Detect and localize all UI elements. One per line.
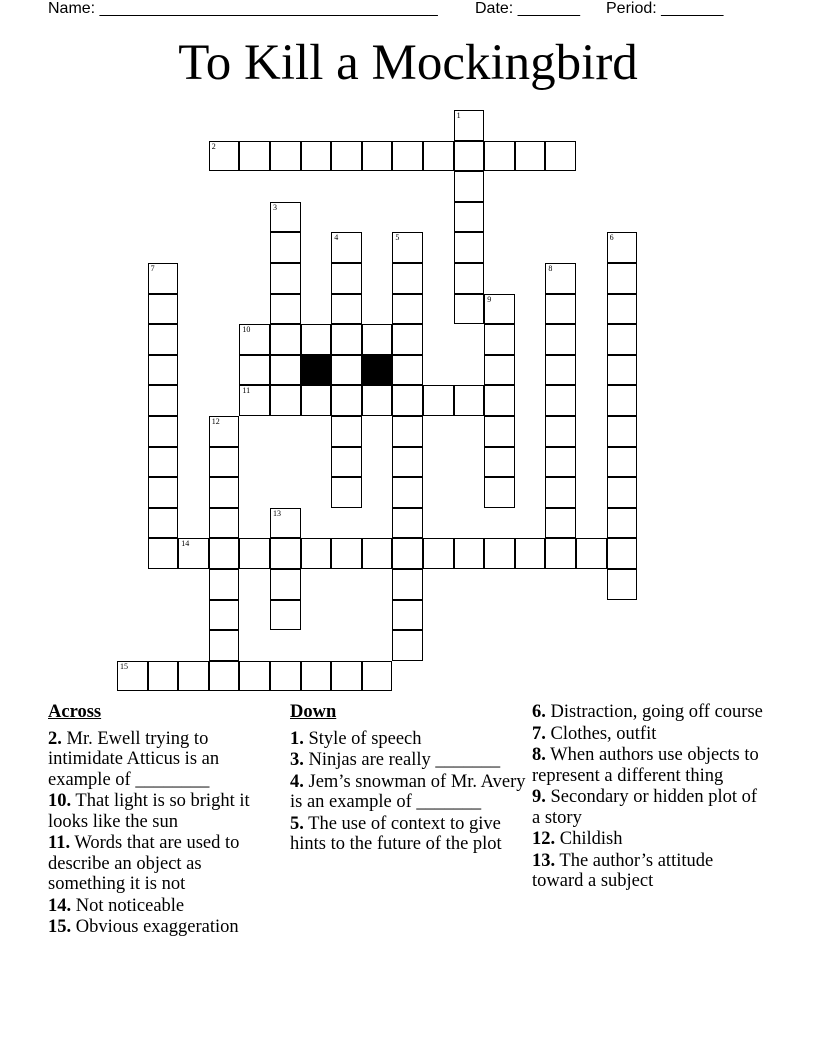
grid-cell[interactable]: [515, 538, 546, 569]
clue-number: 3: [273, 202, 277, 212]
page-title: To Kill a Mockingbird: [178, 35, 638, 91]
grid-cell[interactable]: [607, 416, 638, 447]
grid-cell[interactable]: [331, 355, 362, 386]
grid-cell[interactable]: [607, 355, 638, 386]
clue-number: 4: [334, 233, 339, 243]
clue-item-number: 7.: [532, 723, 546, 744]
clue-item-number: 9.: [532, 787, 546, 807]
grid-cell[interactable]: [484, 385, 515, 416]
grid-cell[interactable]: [362, 661, 393, 692]
grid-cell[interactable]: [270, 508, 301, 539]
grid-cell[interactable]: [148, 538, 179, 569]
clue-item-number: 4.: [290, 771, 304, 792]
clue-number: 11: [242, 386, 251, 396]
grid-cell[interactable]: [392, 477, 423, 508]
grid-cell[interactable]: [392, 630, 423, 661]
clue-item-text: Ninjas are really _______: [303, 750, 501, 770]
grid-cell[interactable]: [331, 661, 362, 692]
grid-cell[interactable]: [392, 416, 423, 447]
down-clues: [290, 702, 526, 856]
grid-cell[interactable]: [148, 508, 179, 539]
grid-cell[interactable]: [239, 324, 270, 355]
grid-cell[interactable]: [392, 324, 423, 355]
grid-cell[interactable]: [392, 385, 423, 416]
grid-cell[interactable]: [545, 324, 576, 355]
across-heading: Across: [48, 702, 102, 722]
grid-cell[interactable]: [270, 385, 301, 416]
grid-cell[interactable]: [331, 538, 362, 569]
grid-cell[interactable]: [148, 661, 179, 692]
clue-item: [48, 729, 273, 791]
clue-item: [290, 814, 526, 855]
grid-cell[interactable]: [331, 294, 362, 325]
clue-item: [290, 772, 526, 813]
clue-item-number: 11.: [48, 833, 71, 853]
grid-cell[interactable]: [454, 110, 485, 141]
grid-cell[interactable]: [454, 232, 485, 263]
grid-cell[interactable]: [362, 324, 393, 355]
clue-number: 1: [456, 111, 461, 120]
grid-cell[interactable]: [484, 141, 515, 172]
grid-cell[interactable]: [270, 141, 301, 172]
period-field[interactable]: Period: _______: [606, 0, 724, 17]
clue-item-number: 10.: [48, 791, 72, 811]
clue-item-number: 5.: [290, 813, 304, 834]
clue-item: [532, 702, 768, 723]
grid-cell[interactable]: [270, 232, 301, 263]
clue-item: [48, 896, 273, 917]
grid-cell[interactable]: [454, 171, 485, 202]
clue-item-number: 12.: [532, 829, 556, 849]
clue-item: [532, 829, 768, 850]
clue-item: [290, 750, 526, 771]
grid-cell[interactable]: [392, 569, 423, 600]
grid-cell[interactable]: [331, 477, 362, 508]
grid-cell[interactable]: [270, 294, 301, 325]
grid-cell[interactable]: [148, 324, 179, 355]
grid-cell[interactable]: [301, 538, 332, 569]
grid-cell[interactable]: [362, 538, 393, 569]
grid-cell[interactable]: [301, 324, 332, 355]
grid-cell[interactable]: [178, 661, 209, 692]
clue-item-text: Childish: [555, 829, 623, 849]
clue-number: 15: [120, 661, 128, 671]
clue-number: 8: [548, 264, 553, 273]
clue-number: 13: [273, 508, 281, 518]
clue-item-text: When authors use objects to represent a different thing: [532, 745, 759, 786]
grid-cell[interactable]: [607, 232, 638, 263]
grid-cell[interactable]: [545, 447, 576, 478]
grid-cell[interactable]: [362, 385, 393, 416]
grid-cell[interactable]: [209, 141, 240, 172]
grid-cell[interactable]: [545, 508, 576, 539]
grid-cell[interactable]: [454, 385, 485, 416]
clue-item: [532, 851, 768, 892]
clue-number: 5: [395, 233, 400, 243]
clue-item: [532, 745, 768, 786]
clue-item: [48, 833, 273, 895]
grid-cell[interactable]: [454, 263, 485, 294]
clue-item-text: Not noticeable: [71, 895, 185, 916]
grid-cell[interactable]: [148, 355, 179, 386]
grid-cell[interactable]: [209, 630, 240, 661]
grid-cell[interactable]: [301, 661, 332, 692]
clue-item-text: Words that are used to describe an object as something it is not: [48, 833, 240, 894]
grid-cell[interactable]: [362, 141, 393, 172]
grid-cell[interactable]: [607, 447, 638, 478]
grid-cell[interactable]: [117, 661, 148, 692]
grid-cell[interactable]: [270, 324, 301, 355]
clue-number: 10: [242, 325, 251, 335]
grid-cell[interactable]: [607, 385, 638, 416]
clue-item-number: 1.: [290, 728, 304, 749]
grid-cell[interactable]: [331, 416, 362, 447]
clue-number: 2: [211, 141, 216, 151]
grid-cell[interactable]: [148, 385, 179, 416]
grid-cell[interactable]: [331, 385, 362, 416]
grid-cell[interactable]: [484, 294, 515, 325]
grid-cell[interactable]: [545, 416, 576, 447]
clue-item: [532, 787, 768, 828]
grid-cell[interactable]: [545, 263, 576, 294]
clue-item-text: Mr. Ewell trying to intimidate Atticus is an example of ________: [48, 728, 220, 790]
grid-cell[interactable]: [301, 141, 332, 172]
grid-cell[interactable]: [392, 355, 423, 386]
grid-cell[interactable]: [484, 355, 515, 386]
grid-cell[interactable]: [484, 324, 515, 355]
grid-cell[interactable]: [209, 661, 240, 692]
clue-item-text: Secondary or hidden plot of a story: [532, 787, 758, 828]
grid-cell[interactable]: [607, 324, 638, 355]
clue-item: [532, 724, 768, 745]
grid-cell[interactable]: [515, 141, 546, 172]
grid-cell[interactable]: [209, 569, 240, 600]
black-cell: [301, 355, 332, 386]
clue-item-text: Clothes, outfit: [545, 723, 657, 744]
grid-cell[interactable]: [545, 385, 576, 416]
grid-cell[interactable]: [239, 385, 270, 416]
grid-cell[interactable]: [270, 569, 301, 600]
clue-item-number: 6.: [532, 702, 546, 722]
clue-item-text: The use of context to give hints to the future of the plot: [290, 813, 502, 854]
grid-cell[interactable]: [270, 355, 301, 386]
grid-cell[interactable]: [423, 538, 454, 569]
grid-cell[interactable]: [331, 324, 362, 355]
grid-cell[interactable]: [545, 355, 576, 386]
grid-cell[interactable]: [209, 538, 240, 569]
clue-item-number: 2.: [48, 728, 62, 749]
grid-cell[interactable]: [239, 538, 270, 569]
grid-cell[interactable]: [392, 232, 423, 263]
clue-number: 14: [181, 539, 190, 549]
clue-item-text: The author’s attitude toward a subject: [532, 850, 714, 891]
grid-cell[interactable]: [331, 263, 362, 294]
grid-cell[interactable]: [239, 661, 270, 692]
grid-cell[interactable]: [607, 263, 638, 294]
grid-cell[interactable]: [270, 538, 301, 569]
grid-cell[interactable]: [607, 294, 638, 325]
clue-item-text: That light is so bright it looks like the sun: [48, 791, 250, 832]
grid-cell[interactable]: [423, 385, 454, 416]
grid-cell[interactable]: [423, 141, 454, 172]
grid-cell[interactable]: [148, 447, 179, 478]
grid-cell[interactable]: [607, 477, 638, 508]
grid-cell[interactable]: [209, 508, 240, 539]
clue-number: 6: [609, 233, 614, 243]
grid-cell[interactable]: [239, 355, 270, 386]
clue-item: [48, 791, 273, 832]
black-cell: [362, 355, 393, 386]
grid-cell[interactable]: [484, 538, 515, 569]
grid-cell[interactable]: [178, 538, 209, 569]
clue-item-text: Jem’s snowman of Mr. Avery is an example of _______: [290, 771, 526, 812]
grid-cell[interactable]: [148, 416, 179, 447]
across-clues: [48, 702, 273, 939]
clue-number: 9: [487, 294, 492, 304]
grid-cell[interactable]: [148, 477, 179, 508]
grid-cell[interactable]: [607, 538, 638, 569]
grid-cell[interactable]: [545, 477, 576, 508]
grid-cell[interactable]: [148, 294, 179, 325]
grid-cell[interactable]: [209, 416, 240, 447]
grid-cell[interactable]: [545, 294, 576, 325]
grid-cell[interactable]: [239, 141, 270, 172]
grid-cell[interactable]: [392, 447, 423, 478]
clue-number: 7: [150, 264, 155, 273]
grid-cell[interactable]: [454, 141, 485, 172]
grid-cell[interactable]: [209, 447, 240, 478]
grid-cell[interactable]: [454, 202, 485, 233]
clue-item-number: 3.: [290, 750, 304, 770]
grid-cell[interactable]: [545, 141, 576, 172]
grid-cell[interactable]: [392, 538, 423, 569]
grid-cell[interactable]: [454, 294, 485, 325]
grid-cell[interactable]: [392, 141, 423, 172]
grid-cell[interactable]: [607, 508, 638, 539]
clue-number: 12: [211, 417, 220, 426]
clue-item: [48, 917, 273, 938]
grid-cell[interactable]: [331, 447, 362, 478]
grid-cell[interactable]: [270, 661, 301, 692]
down-heading: Down: [290, 702, 337, 722]
grid-cell[interactable]: [148, 263, 179, 294]
grid-cell[interactable]: [331, 141, 362, 172]
grid-cell[interactable]: [209, 600, 240, 631]
grid-cell[interactable]: [392, 294, 423, 325]
date-field[interactable]: Date: _______: [475, 0, 580, 17]
clue-item-text: Style of speech: [303, 728, 422, 749]
grid-cell[interactable]: [454, 538, 485, 569]
name-field[interactable]: Name: ______________________________________: [48, 0, 438, 17]
clue-item-number: 14.: [48, 895, 72, 916]
grid-cell[interactable]: [484, 416, 515, 447]
down-clues-continued: [532, 702, 768, 893]
grid-cell[interactable]: [209, 477, 240, 508]
grid-cell[interactable]: [270, 600, 301, 631]
clue-item-text: Obvious exaggeration: [71, 917, 239, 937]
grid-cell[interactable]: [392, 263, 423, 294]
grid-cell[interactable]: [607, 569, 638, 600]
grid-cell[interactable]: [270, 202, 301, 233]
clue-item-number: 13.: [532, 850, 556, 871]
grid-cell[interactable]: [301, 385, 332, 416]
clue-item-text: Distraction, going off course: [545, 702, 763, 722]
grid-cell[interactable]: [331, 232, 362, 263]
grid-cell[interactable]: [484, 447, 515, 478]
grid-cell[interactable]: [392, 508, 423, 539]
grid-cell[interactable]: [576, 538, 607, 569]
clue-item-number: 15.: [48, 917, 72, 937]
clue-item-number: 8.: [532, 745, 546, 765]
grid-cell[interactable]: [484, 477, 515, 508]
grid-cell[interactable]: [392, 600, 423, 631]
grid-cell[interactable]: [545, 538, 576, 569]
grid-cell[interactable]: [270, 263, 301, 294]
clue-item: [290, 729, 526, 750]
